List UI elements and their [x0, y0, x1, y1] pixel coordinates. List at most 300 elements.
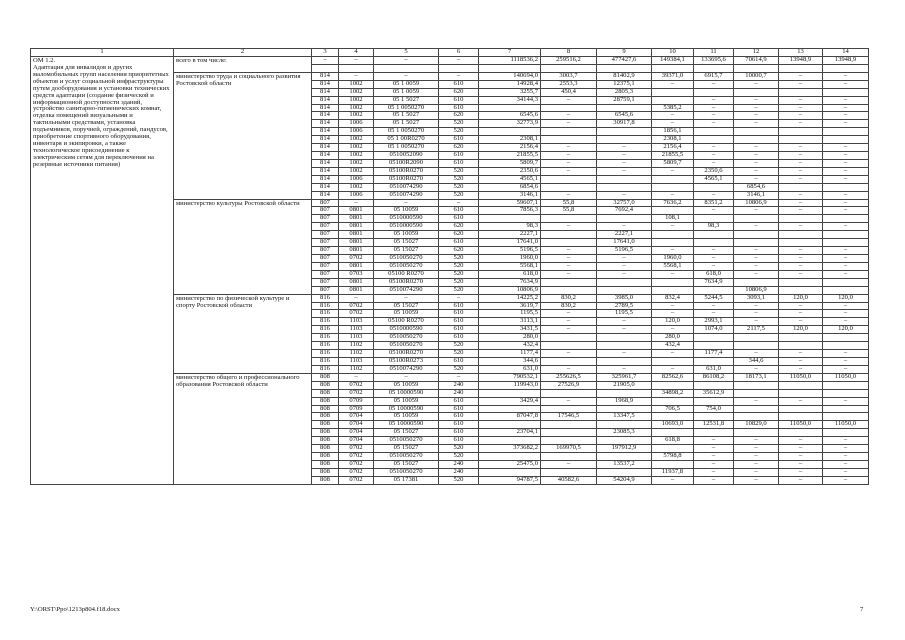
table-cell: 1103: [339, 326, 374, 334]
table-cell: 05 1 5027: [374, 96, 439, 104]
table-cell: –: [779, 207, 823, 215]
table-cell: –: [779, 72, 823, 80]
table-cell: [597, 183, 652, 191]
table-cell: 816: [312, 294, 339, 302]
table-cell: –: [823, 437, 869, 445]
table-cell: –: [694, 96, 734, 104]
table-cell: [652, 207, 694, 215]
table-cell: [479, 104, 541, 112]
table-cell: 610: [439, 104, 479, 112]
column-number: 1: [31, 49, 174, 57]
table-cell: 87047,8: [479, 413, 541, 421]
table-cell: 520: [439, 175, 479, 183]
table-cell: 618,0: [479, 270, 541, 278]
table-cell: 133695,6: [694, 57, 734, 65]
table-cell: –: [734, 112, 779, 120]
table-cell: 13948,9: [823, 57, 869, 65]
table-cell: –: [779, 247, 823, 255]
table-cell: [694, 358, 734, 366]
table-cell: –: [339, 199, 374, 207]
column-number: 5: [374, 49, 439, 57]
table-cell: –: [823, 310, 869, 318]
table-cell: [479, 389, 541, 397]
table-cell: –: [694, 460, 734, 468]
table-cell: 1002: [339, 104, 374, 112]
table-cell: [541, 468, 597, 476]
table-cell: [779, 389, 823, 397]
table-cell: –: [541, 460, 597, 468]
table-cell: 808: [312, 381, 339, 389]
table-cell: –: [779, 310, 823, 318]
table-cell: –: [652, 167, 694, 175]
table-cell: 610: [439, 96, 479, 104]
table-cell: 520: [439, 342, 479, 350]
table-cell: 3255,7: [479, 88, 541, 96]
table-cell: –: [823, 445, 869, 453]
table-cell: 05 10000590: [374, 389, 439, 397]
table-cell: [779, 342, 823, 350]
table-cell: [479, 421, 541, 429]
table-cell: [479, 437, 541, 445]
table-cell: 13537,2: [597, 460, 652, 468]
table-cell: 05100R2090: [374, 159, 439, 167]
table-cell: –: [597, 350, 652, 358]
table-cell: 808: [312, 429, 339, 437]
table-cell: 631,0: [694, 365, 734, 373]
table-cell: –: [779, 167, 823, 175]
table-cell: 05 1 0050270: [374, 128, 439, 136]
table-cell: –: [694, 144, 734, 152]
table-cell: [734, 342, 779, 350]
table-cell: 05 15027: [374, 247, 439, 255]
table-cell: –: [374, 373, 439, 381]
table-cell: [694, 64, 734, 72]
table-cell: 3146,1: [479, 191, 541, 199]
table-cell: [597, 128, 652, 136]
table-cell: [541, 104, 597, 112]
table-cell: –: [339, 57, 374, 65]
table-cell: [541, 128, 597, 136]
table-cell: 1002: [339, 136, 374, 144]
budget-table-container: [30, 48, 868, 485]
table-cell: –: [823, 302, 869, 310]
column-number: 3: [312, 49, 339, 57]
table-cell: 2789,5: [597, 302, 652, 310]
table-cell: 814: [312, 80, 339, 88]
table-cell: –: [779, 445, 823, 453]
table-cell: [479, 215, 541, 223]
table-cell: 34144,3: [479, 96, 541, 104]
table-cell: –: [694, 310, 734, 318]
table-cell: –: [652, 191, 694, 199]
table-cell: [652, 175, 694, 183]
table-cell: 610: [439, 318, 479, 326]
table-cell: 0704: [339, 437, 374, 445]
column-number: 12: [734, 49, 779, 57]
table-cell: [823, 389, 869, 397]
table-cell: 1195,5: [479, 310, 541, 318]
table-cell: 706,5: [652, 405, 694, 413]
table-cell: 1960,0: [479, 255, 541, 263]
table-cell: 2350,6: [694, 167, 734, 175]
table-cell: 2156,4: [652, 144, 694, 152]
table-cell: 814: [312, 96, 339, 104]
table-cell: 120,0: [779, 326, 823, 334]
table-cell: 17546,5: [541, 413, 597, 421]
column-number-row: [31, 49, 869, 57]
table-cell: 610: [439, 152, 479, 160]
table-cell: 05 15027: [374, 302, 439, 310]
table-cell: –: [439, 57, 479, 65]
table-cell: 620: [439, 144, 479, 152]
table-cell: 2117,5: [734, 326, 779, 334]
table-cell: 0704: [339, 413, 374, 421]
table-cell: 5809,7: [479, 159, 541, 167]
table-cell: –: [541, 152, 597, 160]
table-cell: 7634,9: [479, 278, 541, 286]
table-cell: –: [597, 262, 652, 270]
table-cell: –: [694, 80, 734, 88]
table-cell: [694, 413, 734, 421]
table-cell: 0702: [339, 381, 374, 389]
table-cell: 0801: [339, 231, 374, 239]
table-cell: 27526,9: [541, 381, 597, 389]
table-cell: 520: [439, 350, 479, 358]
table-cell: [694, 215, 734, 223]
table-cell: –: [734, 167, 779, 175]
table-cell: 816: [312, 302, 339, 310]
table-cell: 0510050270: [374, 453, 439, 461]
table-cell: –: [694, 152, 734, 160]
table-cell: –: [541, 350, 597, 358]
table-cell: [823, 88, 869, 96]
table-cell: 05100R0270: [374, 175, 439, 183]
table-cell: –: [779, 318, 823, 326]
table-cell: –: [541, 223, 597, 231]
table-cell: [823, 405, 869, 413]
table-cell: 1103: [339, 318, 374, 326]
table-cell: 808: [312, 373, 339, 381]
table-cell: –: [779, 350, 823, 358]
table-cell: 05100R0273: [374, 358, 439, 366]
table-cell: [597, 358, 652, 366]
column-number: 7: [479, 49, 541, 57]
table-cell: –: [734, 80, 779, 88]
table-cell: –: [541, 120, 597, 128]
table-cell: –: [694, 207, 734, 215]
table-cell: 05 1 5027: [374, 120, 439, 128]
table-cell: [541, 342, 597, 350]
table-cell: –: [734, 223, 779, 231]
table-cell: 477427,6: [597, 57, 652, 65]
table-cell: 1006: [339, 191, 374, 199]
table-cell: 754,0: [694, 405, 734, 413]
table-cell: 81402,9: [597, 72, 652, 80]
table-cell: 1177,4: [479, 350, 541, 358]
table-cell: –: [694, 262, 734, 270]
table-cell: 120,0: [823, 326, 869, 334]
table-cell: –: [823, 358, 869, 366]
table-cell: –: [439, 294, 479, 302]
table-cell: [694, 397, 734, 405]
table-cell: [823, 413, 869, 421]
table-cell: [479, 405, 541, 413]
table-cell: –: [374, 72, 439, 80]
table-cell: 814: [312, 144, 339, 152]
table-cell: 620: [439, 88, 479, 96]
table-cell: 05 10000590: [374, 421, 439, 429]
measure-code: ОМ 1.2.: [33, 57, 56, 64]
table-cell: 11050,0: [779, 421, 823, 429]
table-cell: –: [597, 365, 652, 373]
table-cell: 120,0: [823, 294, 869, 302]
table-cell: 70614,9: [734, 57, 779, 65]
table-cell: 6545,6: [479, 112, 541, 120]
table-cell: 0510052090: [374, 152, 439, 160]
executor-cell: всего в том числе:: [174, 57, 312, 73]
table-cell: –: [779, 255, 823, 263]
table-cell: 520: [439, 453, 479, 461]
table-cell: –: [541, 191, 597, 199]
table-cell: 3985,0: [597, 294, 652, 302]
table-cell: 814: [312, 88, 339, 96]
column-number: 10: [652, 49, 694, 57]
table-cell: 14928,4: [479, 80, 541, 88]
table-cell: 520: [439, 120, 479, 128]
table-cell: –: [734, 159, 779, 167]
footer-file-path: Y:\ORST\Ppo\1213p804.f18.docx: [30, 606, 120, 613]
table-cell: [823, 215, 869, 223]
table-cell: –: [339, 294, 374, 302]
table-cell: –: [823, 167, 869, 175]
table-cell: 6545,6: [597, 112, 652, 120]
table-cell: 0702: [339, 453, 374, 461]
table-cell: [479, 468, 541, 476]
table-cell: [652, 460, 694, 468]
table-cell: 808: [312, 405, 339, 413]
table-cell: 05 10059: [374, 413, 439, 421]
table-cell: 55,8: [541, 207, 597, 215]
table-cell: 1102: [339, 342, 374, 350]
table-cell: 631,0: [479, 365, 541, 373]
table-cell: –: [734, 270, 779, 278]
table-cell: 0709: [339, 405, 374, 413]
table-cell: [541, 405, 597, 413]
table-cell: 2993,1: [694, 318, 734, 326]
table-cell: 120,0: [779, 294, 823, 302]
table-cell: 0801: [339, 278, 374, 286]
table-cell: –: [541, 318, 597, 326]
table-cell: [779, 215, 823, 223]
table-cell: –: [823, 104, 869, 112]
table-cell: [779, 429, 823, 437]
table-cell: 2805,3: [597, 88, 652, 96]
table-cell: 05 17381: [374, 476, 439, 484]
table-cell: 1002: [339, 152, 374, 160]
table-cell: 23085,3: [597, 429, 652, 437]
table-cell: –: [779, 144, 823, 152]
table-cell: 2227,1: [479, 231, 541, 239]
table-cell: 830,2: [541, 302, 597, 310]
table-cell: –: [694, 453, 734, 461]
table-cell: [597, 175, 652, 183]
table-cell: [823, 342, 869, 350]
table-cell: 1074,0: [694, 326, 734, 334]
table-cell: –: [823, 72, 869, 80]
table-row: [31, 57, 869, 65]
table-cell: 0801: [339, 239, 374, 247]
table-cell: 10806,9: [734, 199, 779, 207]
table-cell: 610: [439, 207, 479, 215]
table-cell: –: [779, 358, 823, 366]
table-cell: 373682,2: [479, 445, 541, 453]
table-cell: 830,2: [541, 294, 597, 302]
table-cell: –: [652, 223, 694, 231]
table-cell: 120,0: [652, 318, 694, 326]
table-cell: 05 1 00R0270: [374, 136, 439, 144]
table-cell: 610: [439, 310, 479, 318]
table-cell: –: [779, 199, 823, 207]
column-number: 6: [439, 49, 479, 57]
table-cell: 816: [312, 326, 339, 334]
table-cell: 30917,8: [597, 120, 652, 128]
table-cell: 0510074290: [374, 286, 439, 294]
table-cell: 18173,1: [734, 373, 779, 381]
table-cell: 240: [439, 468, 479, 476]
table-cell: [779, 413, 823, 421]
table-cell: [652, 88, 694, 96]
table-cell: 620: [439, 247, 479, 255]
table-cell: –: [779, 397, 823, 405]
table-cell: 620: [439, 231, 479, 239]
table-cell: –: [694, 104, 734, 112]
table-cell: 1103: [339, 358, 374, 366]
table-cell: [541, 183, 597, 191]
table-cell: [541, 278, 597, 286]
table-cell: 13347,5: [597, 413, 652, 421]
table-cell: 05 10059: [374, 381, 439, 389]
table-cell: –: [652, 326, 694, 334]
table-cell: –: [823, 144, 869, 152]
table-cell: –: [734, 96, 779, 104]
table-cell: 610: [439, 215, 479, 223]
table-cell: 4565,1: [694, 175, 734, 183]
table-cell: 1856,1: [652, 128, 694, 136]
table-cell: –: [823, 199, 869, 207]
table-cell: –: [312, 57, 339, 65]
table-cell: 610: [439, 437, 479, 445]
table-cell: [734, 88, 779, 96]
table-cell: 432,4: [652, 342, 694, 350]
table-cell: 0801: [339, 215, 374, 223]
table-cell: 7636,2: [652, 199, 694, 207]
table-cell: –: [823, 175, 869, 183]
table-cell: 1002: [339, 167, 374, 175]
table-cell: –: [541, 310, 597, 318]
table-cell: [479, 453, 541, 461]
table-cell: 1968,9: [597, 397, 652, 405]
table-cell: 520: [439, 167, 479, 175]
table-cell: 0702: [339, 460, 374, 468]
table-cell: 05 15027: [374, 429, 439, 437]
table-cell: –: [652, 302, 694, 310]
table-cell: –: [652, 476, 694, 484]
table-cell: –: [734, 310, 779, 318]
table-cell: [734, 405, 779, 413]
table-cell: –: [823, 207, 869, 215]
table-cell: 05100R0270: [374, 278, 439, 286]
table-cell: 12531,8: [694, 421, 734, 429]
table-cell: 05 1 0059: [374, 80, 439, 88]
table-cell: 05 15027: [374, 460, 439, 468]
table-cell: 814: [312, 112, 339, 120]
table-cell: 21905,0: [597, 381, 652, 389]
table-cell: [734, 136, 779, 144]
table-cell: [479, 64, 541, 72]
table-cell: 10000,7: [734, 72, 779, 80]
table-cell: 814: [312, 72, 339, 80]
table-cell: –: [779, 104, 823, 112]
footer-page-number: 7: [860, 606, 864, 613]
table-cell: 2156,4: [479, 144, 541, 152]
table-cell: –: [439, 373, 479, 381]
table-cell: [652, 231, 694, 239]
table-cell: 05100 R0270: [374, 270, 439, 278]
table-cell: [694, 239, 734, 247]
table-cell: 40582,6: [541, 476, 597, 484]
executor-cell: министерство культуры Ростовской области: [174, 199, 312, 294]
table-cell: 280,0: [652, 334, 694, 342]
table-cell: [652, 286, 694, 294]
table-cell: 0510074290: [374, 191, 439, 199]
table-cell: –: [734, 468, 779, 476]
table-cell: 8351,2: [694, 199, 734, 207]
table-cell: [597, 286, 652, 294]
table-cell: –: [823, 270, 869, 278]
table-cell: [694, 128, 734, 136]
table-cell: –: [779, 120, 823, 128]
table-cell: –: [779, 468, 823, 476]
table-cell: –: [694, 247, 734, 255]
table-cell: 17641,0: [597, 239, 652, 247]
table-cell: 807: [312, 255, 339, 263]
table-cell: –: [652, 120, 694, 128]
table-cell: 0510074290: [374, 365, 439, 373]
table-cell: –: [597, 152, 652, 160]
table-cell: 808: [312, 397, 339, 405]
table-cell: 1006: [339, 120, 374, 128]
table-cell: [597, 437, 652, 445]
table-cell: 5798,8: [652, 453, 694, 461]
table-cell: [694, 286, 734, 294]
table-cell: 119943,0: [479, 381, 541, 389]
table-cell: [823, 278, 869, 286]
table-cell: 197912,9: [597, 445, 652, 453]
table-cell: 98,3: [479, 223, 541, 231]
table-cell: [541, 231, 597, 239]
table-cell: –: [541, 112, 597, 120]
table-cell: 59607,1: [479, 199, 541, 207]
column-number: 2: [174, 49, 312, 57]
table-cell: –: [541, 247, 597, 255]
table-cell: –: [734, 247, 779, 255]
table-cell: 832,4: [652, 294, 694, 302]
table-cell: [541, 334, 597, 342]
table-cell: [439, 64, 479, 72]
table-cell: –: [694, 468, 734, 476]
table-cell: –: [694, 112, 734, 120]
table-cell: 808: [312, 476, 339, 484]
